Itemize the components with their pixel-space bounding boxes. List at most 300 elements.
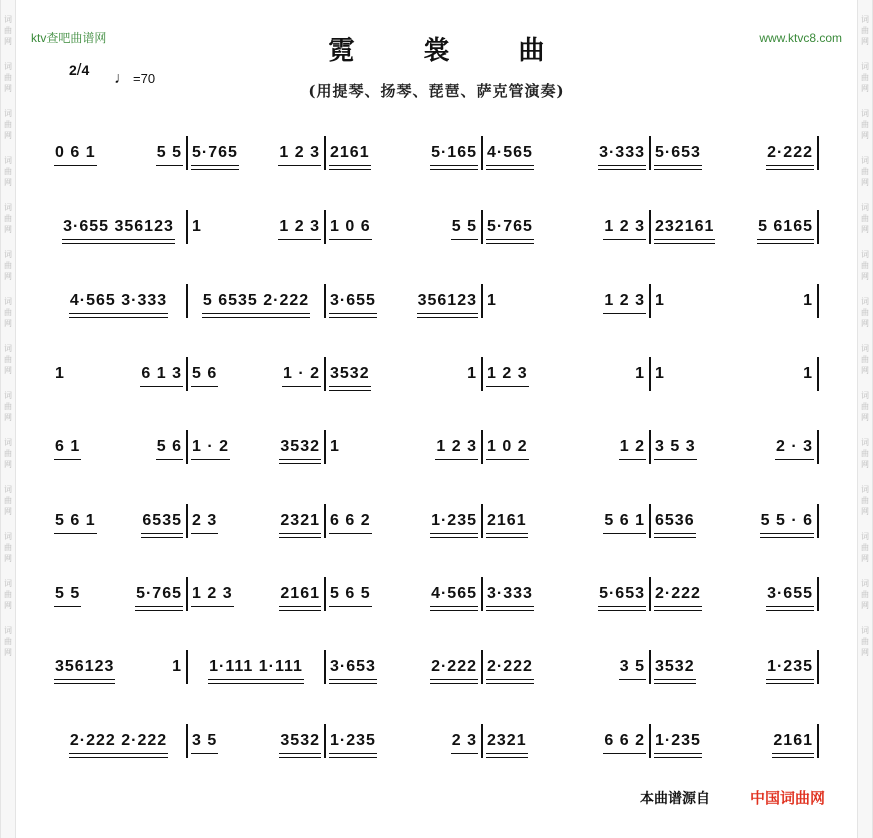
note-group [171, 657, 183, 677]
measure [482, 422, 650, 472]
beam-line [757, 239, 814, 240]
watermark-char: 词 [861, 250, 869, 259]
note-group [430, 511, 478, 531]
beam-line-double [279, 463, 321, 464]
watermark-char: 曲 [861, 449, 869, 458]
note-group-text: 6 1 [55, 438, 81, 455]
beam-line [329, 239, 372, 240]
measure [50, 642, 187, 692]
beam-line [451, 239, 478, 240]
barline [324, 284, 326, 318]
barline [649, 650, 651, 684]
watermark-char: 网 [4, 84, 12, 93]
beam-line-double [654, 610, 702, 611]
note-group [191, 364, 218, 384]
watermark-char: 词 [861, 579, 869, 588]
note-group-text: 2161 [330, 144, 370, 161]
measure [325, 496, 482, 546]
note-group [329, 291, 377, 311]
beam-line [766, 165, 814, 166]
note-group-text: 1·235 [767, 658, 813, 675]
beam-line-double [279, 610, 321, 611]
footer-source-brand[interactable]: 中国词曲网 [750, 789, 826, 807]
beam-line [654, 459, 697, 460]
note-group [69, 291, 168, 311]
note-group-text: 1 [55, 365, 65, 382]
barline [649, 577, 651, 611]
beam-line [619, 679, 646, 680]
watermark-char: 网 [861, 648, 869, 657]
barline [186, 210, 188, 244]
beam-line [603, 753, 646, 754]
measure [482, 202, 650, 252]
note-group-text: 6 1 3 [141, 365, 182, 382]
note-group-text: 3·333 [599, 144, 645, 161]
note-group [417, 291, 478, 311]
measure [650, 349, 818, 399]
measure [482, 716, 650, 766]
note-group-text: 1 [655, 292, 665, 309]
watermark-char: 词 [861, 391, 869, 400]
watermark-char: 词 [4, 579, 12, 588]
watermark-char: 网 [861, 225, 869, 234]
note-group-text: 3·655 [330, 292, 376, 309]
beam-line [62, 239, 175, 240]
beam-line [603, 239, 646, 240]
note-group [135, 584, 183, 604]
barline [481, 430, 483, 464]
note-group-text: 2·222 [655, 585, 701, 602]
watermark-char: 曲 [861, 590, 869, 599]
barline [186, 577, 188, 611]
barline [481, 284, 483, 318]
note-group-text: 1 2 3 [279, 218, 320, 235]
note-group-text: 2321 [280, 512, 320, 529]
beam-line [329, 313, 377, 314]
measure [187, 642, 325, 692]
measure [482, 276, 650, 326]
note-group [486, 364, 529, 384]
footer-source-label: 本曲谱源自 [640, 791, 710, 807]
watermark-char: 词 [4, 203, 12, 212]
beam-line-double [757, 243, 814, 244]
note-group [603, 291, 646, 311]
beam-line [278, 165, 321, 166]
beam-line [279, 533, 321, 534]
beam-line [760, 533, 814, 534]
watermark-char: 网 [4, 178, 12, 187]
watermark-char: 网 [861, 178, 869, 187]
beam-line [191, 533, 218, 534]
note-group-text: 1·235 [431, 512, 477, 529]
note-group-text: 6535 [142, 512, 182, 529]
note-group [329, 364, 371, 384]
note-group-text: 1 [172, 658, 182, 675]
barline [324, 504, 326, 538]
watermark-char: 曲 [4, 308, 12, 317]
watermark-char: 词 [4, 391, 12, 400]
watermark-char: 曲 [4, 214, 12, 223]
beam-line [202, 313, 310, 314]
score-line [50, 349, 818, 399]
measure [325, 569, 482, 619]
note-group-text: 1 2 3 [604, 218, 645, 235]
beam-line [329, 165, 371, 166]
note-group-text: 2·222 2·222 [69, 732, 168, 749]
watermark-char: 词 [4, 156, 12, 165]
note-group [451, 731, 478, 751]
measure [50, 276, 187, 326]
beam-line [486, 533, 528, 534]
watermark-char: 词 [861, 344, 869, 353]
beam-line-double [430, 537, 478, 538]
watermark-char: 曲 [4, 590, 12, 599]
note-group-text: 1 [803, 365, 813, 382]
watermark-char: 词 [4, 15, 12, 24]
barline [481, 357, 483, 391]
note-group [619, 657, 646, 677]
score-line [50, 202, 818, 252]
beam-line [486, 753, 528, 754]
measure [50, 496, 187, 546]
note-group [486, 217, 534, 237]
barline [186, 136, 188, 170]
watermark-char: 网 [4, 225, 12, 234]
beam-line [191, 753, 218, 754]
beam-line [69, 313, 168, 314]
note-group-text: 5 6165 [758, 218, 813, 235]
beam-line-double [654, 243, 715, 244]
watermark-char: 网 [4, 460, 12, 469]
watermark-char: 网 [4, 601, 12, 610]
beam-line [654, 165, 702, 166]
note-group [54, 657, 115, 677]
note-group [654, 584, 702, 604]
note-group [654, 217, 715, 237]
note-group [191, 217, 203, 237]
watermark-char: 曲 [861, 355, 869, 364]
beam-line [279, 753, 321, 754]
beam-line [279, 459, 321, 460]
beam-line [486, 679, 534, 680]
watermark-char: 曲 [4, 449, 12, 458]
note-group-text: 4·565 [487, 144, 533, 161]
beam-line [598, 165, 646, 166]
note-group [598, 143, 646, 163]
beam-line-double [430, 610, 478, 611]
measure [325, 716, 482, 766]
note-group [772, 731, 814, 751]
score-line [50, 569, 818, 619]
measure [325, 128, 482, 178]
barline [649, 357, 651, 391]
measure [50, 422, 187, 472]
watermark-char: 词 [861, 626, 869, 635]
note-group [141, 511, 183, 531]
beam-line-double [760, 537, 814, 538]
note-group-text: 1 2 3 [487, 365, 528, 382]
note-group-text: 356123 [55, 658, 115, 675]
measure [187, 422, 325, 472]
note-group-text: 5·765 [487, 218, 533, 235]
note-group [69, 731, 168, 751]
beam-line [54, 533, 97, 534]
score-line [50, 642, 818, 692]
note-group [279, 437, 321, 457]
note-group-text: 1·111 1·111 [209, 658, 303, 675]
barline [649, 284, 651, 318]
watermark-char: 曲 [861, 308, 869, 317]
note-group [486, 291, 498, 311]
note-group [191, 731, 218, 751]
note-group-text: 3532 [280, 438, 320, 455]
barline [324, 357, 326, 391]
note-group [54, 437, 81, 457]
note-group [191, 584, 234, 604]
watermark-char: 词 [4, 626, 12, 635]
barline [481, 504, 483, 538]
measure [50, 716, 187, 766]
note-group-text: 6 6 2 [330, 512, 371, 529]
beam-line [191, 459, 230, 460]
measure [325, 202, 482, 252]
note-group-text: 2161 [487, 512, 527, 529]
barline [649, 724, 651, 758]
beam-line [603, 533, 646, 534]
barline [186, 430, 188, 464]
barline [817, 650, 819, 684]
watermark-char: 网 [861, 37, 869, 46]
score-line [50, 422, 818, 472]
beam-line [279, 606, 321, 607]
note-group-text: 5 5 · 6 [760, 512, 813, 529]
watermark-char: 网 [4, 554, 12, 563]
beam-line [430, 533, 478, 534]
note-group [191, 511, 218, 531]
watermark-char: 曲 [861, 637, 869, 646]
note-group [654, 364, 666, 384]
beam-line-double [598, 610, 646, 611]
time-signature: 2/4 [69, 60, 90, 79]
note-group [486, 437, 529, 457]
watermark-char: 词 [4, 62, 12, 71]
beam-line [156, 165, 183, 166]
barline [186, 650, 188, 684]
barline [649, 136, 651, 170]
beam-line [654, 679, 696, 680]
note-group-text: 2·222 [487, 658, 533, 675]
measure [325, 349, 482, 399]
note-group [802, 364, 814, 384]
beam-line [54, 606, 81, 607]
note-group-text: 4·565 3·333 [69, 292, 168, 309]
beam-line [282, 386, 321, 387]
note-group [279, 731, 321, 751]
note-group [654, 437, 697, 457]
note-group-text: 1 2 3 [436, 438, 477, 455]
beam-line-double [69, 317, 168, 318]
beam-line-double [329, 390, 371, 391]
note-group [278, 143, 321, 163]
barline [817, 357, 819, 391]
beam-line [329, 386, 371, 387]
watermark-char: 词 [861, 62, 869, 71]
watermark-char: 曲 [4, 637, 12, 646]
beam-line [141, 533, 183, 534]
note-group [279, 584, 321, 604]
watermark-char: 曲 [4, 167, 12, 176]
note-group [775, 437, 814, 457]
note-group-text: 3532 [655, 658, 695, 675]
beam-line-double [329, 757, 377, 758]
note-group-text: 1 [192, 218, 202, 235]
note-group [654, 511, 696, 531]
note-group [54, 364, 66, 384]
note-group [654, 291, 666, 311]
watermark-char: 曲 [4, 496, 12, 505]
barline [324, 650, 326, 684]
note-group [329, 437, 341, 457]
note-group-text: 1 2 3 [604, 292, 645, 309]
measure [650, 716, 818, 766]
note-group [486, 511, 528, 531]
site-url-right[interactable]: www.ktvc8.com [759, 31, 842, 45]
note-group-text: 1 [635, 365, 645, 382]
note-group [430, 584, 478, 604]
barline [186, 724, 188, 758]
measure [187, 349, 325, 399]
note-group [598, 584, 646, 604]
beam-line-double [654, 537, 696, 538]
watermark-char: 词 [4, 532, 12, 541]
note-group [603, 217, 646, 237]
note-group-text: 1 · 2 [192, 438, 230, 455]
beam-line-double [54, 683, 115, 684]
note-group-text: 2161 [773, 732, 813, 749]
barline [481, 650, 483, 684]
watermark-char: 曲 [4, 355, 12, 364]
note-group [451, 217, 478, 237]
barline [186, 284, 188, 318]
watermark-char: 网 [4, 648, 12, 657]
watermark-char: 词 [4, 485, 12, 494]
note-group-text: 1 [330, 438, 340, 455]
barline [324, 136, 326, 170]
note-group-text: 1·235 [330, 732, 376, 749]
beam-line-double [654, 683, 696, 684]
note-group [54, 511, 97, 531]
watermark-char: 词 [861, 438, 869, 447]
note-group-text: 5·165 [431, 144, 477, 161]
note-group-text: 3·655 [767, 585, 813, 602]
beam-line-double [766, 169, 814, 170]
beam-line [654, 239, 715, 240]
beam-line-double [654, 169, 702, 170]
measure [50, 349, 187, 399]
beam-line [54, 679, 115, 680]
note-group-text: 1 [467, 365, 477, 382]
beam-line [329, 679, 377, 680]
note-group-text: 1 2 3 [279, 144, 320, 161]
beam-line [766, 606, 814, 607]
beam-line-double [598, 169, 646, 170]
beam-line [329, 753, 377, 754]
note-group-text: 2·222 [767, 144, 813, 161]
measure [482, 128, 650, 178]
beam-line-double [279, 537, 321, 538]
watermark-char: 曲 [4, 261, 12, 270]
note-group [766, 143, 814, 163]
watermark-char: 网 [4, 413, 12, 422]
site-brand-left[interactable]: ktv查吧曲谱网 [31, 31, 107, 45]
beam-line-double [430, 169, 478, 170]
score-line [50, 128, 818, 178]
note-group-text: 1·235 [655, 732, 701, 749]
barline [481, 577, 483, 611]
beam-line-double [417, 317, 478, 318]
note-group-text: 3 5 3 [655, 438, 696, 455]
measure [187, 128, 325, 178]
watermark-char: 词 [861, 297, 869, 306]
note-group [191, 437, 230, 457]
beam-line-double [191, 169, 239, 170]
note-group-text: 3532 [330, 365, 370, 382]
note-group [282, 364, 321, 384]
note-group-text: 3·333 [487, 585, 533, 602]
watermark-char: 词 [861, 532, 869, 541]
note-group [430, 657, 478, 677]
watermark-char: 网 [861, 460, 869, 469]
watermark-char: 词 [861, 109, 869, 118]
beam-line [156, 459, 183, 460]
beam-line [54, 459, 81, 460]
barline [481, 210, 483, 244]
watermark-char: 词 [4, 438, 12, 447]
watermark-char: 曲 [861, 26, 869, 35]
note-group [54, 584, 81, 604]
note-group-text: 356123 [417, 292, 477, 309]
note-group [757, 217, 814, 237]
measure [50, 128, 187, 178]
note-group-text: 2161 [280, 585, 320, 602]
measure [325, 642, 482, 692]
quarter-note-icon: ♩ [114, 70, 130, 87]
beam-line [191, 606, 234, 607]
barline [649, 210, 651, 244]
note-group [156, 143, 183, 163]
measure [187, 276, 325, 326]
note-group [603, 511, 646, 531]
barline [186, 357, 188, 391]
watermark-char: 网 [4, 319, 12, 328]
note-group-text: 1 [487, 292, 497, 309]
watermark-char: 词 [4, 297, 12, 306]
measure [650, 569, 818, 619]
beam-line-double [486, 243, 534, 244]
beam-line-double [329, 169, 371, 170]
watermark-char: 网 [4, 37, 12, 46]
beam-line-double [69, 757, 168, 758]
note-group [654, 657, 696, 677]
watermark-char: 网 [861, 366, 869, 375]
watermark-char: 词 [4, 109, 12, 118]
watermark-char: 网 [861, 507, 869, 516]
note-group [619, 437, 646, 457]
measure [482, 496, 650, 546]
measure [650, 496, 818, 546]
beam-line [191, 165, 239, 166]
barline [817, 210, 819, 244]
